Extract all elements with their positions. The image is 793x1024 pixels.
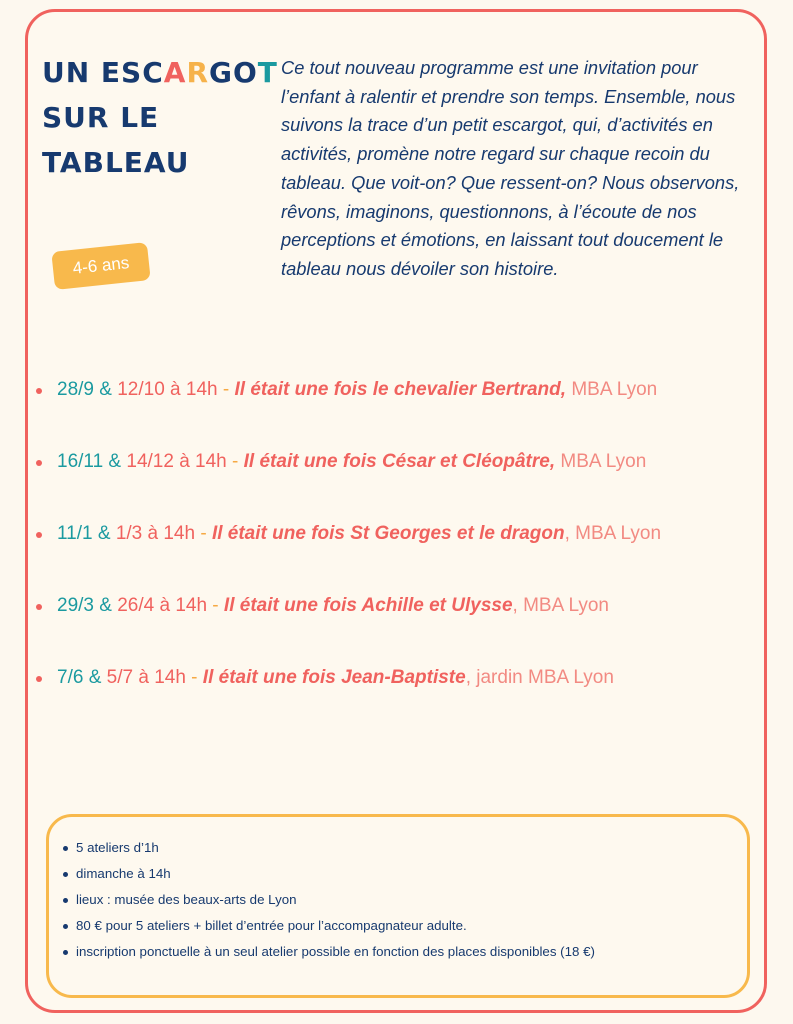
bullet-icon <box>63 898 68 903</box>
session-item: 11/1 & 1/3 à 14h - Il était une fois St Georges et le dragon, MBA Lyon <box>36 516 766 588</box>
bullet-icon <box>63 950 68 955</box>
bullet-icon <box>36 604 42 610</box>
info-box <box>46 814 750 998</box>
bullet-icon <box>36 388 42 394</box>
session-item: 29/3 & 26/4 à 14h - Il était une fois Achille et Ulysse, MBA Lyon <box>36 588 766 660</box>
age-badge: 4-6 ans <box>51 242 150 290</box>
session-list <box>36 372 766 732</box>
program-title: UN ESCARGOT SUR LE TABLEAU <box>42 56 278 179</box>
session-item: 28/9 & 12/10 à 14h - Il était une fois le chevalier Bertrand, MBA Lyon <box>36 372 766 444</box>
info-item: 80 € pour 5 ateliers + billet d’entrée pour l’accompagnateur adulte. <box>63 913 595 939</box>
info-item: dimanche à 14h <box>63 861 595 887</box>
bullet-icon <box>63 872 68 877</box>
session-item: 7/6 & 5/7 à 14h - Il était une fois Jean-Baptiste, jardin MBA Lyon <box>36 660 766 732</box>
info-list <box>63 835 595 965</box>
info-item: inscription ponctuelle à un seul atelier possible en fonction des places disponibles (18 €) <box>63 939 595 965</box>
bullet-icon <box>36 532 42 538</box>
intro-text: Ce tout nouveau programme est une invitation pour l’enfant à ralentir et prendre son temps. Ensemble, nous suivons la trace d’un petit escargot, qui, d’activités en activités, promène notre regard sur chaque recoin du tableau. Que voit-on? Que ressent-on? Nous observons, rêvons, imaginons, questionnons, à l’écoute de nos perceptions et émotions, en laissant tout doucement le tableau nous dévoiler son histoire. <box>281 57 740 279</box>
info-item: lieux : musée des beaux-arts de Lyon <box>63 887 595 913</box>
session-item: 16/11 & 14/12 à 14h - Il était une fois César et Cléopâtre, MBA Lyon <box>36 444 766 516</box>
bullet-icon <box>63 846 68 851</box>
info-item: 5 ateliers d’1h <box>63 835 595 861</box>
bullet-icon <box>63 924 68 929</box>
bullet-icon <box>36 460 42 466</box>
bullet-icon <box>36 676 42 682</box>
